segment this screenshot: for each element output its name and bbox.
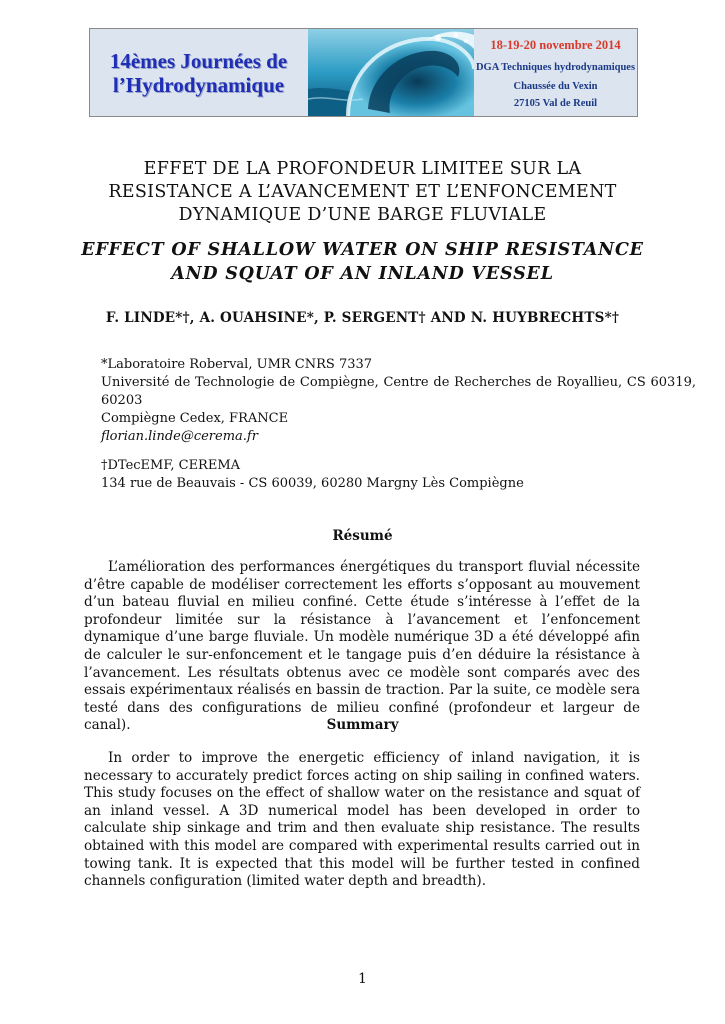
paper-title-english: EFFECT OF SHALLOW WATER ON SHIP RESISTANCE AND SQUAT OF AN INLAND VESSEL [81, 240, 644, 284]
conference-address-line2: 27105 Val de Reuil [513, 98, 598, 109]
affiliation-university-line2: Compiègne Cedex, FRANCE [101, 411, 289, 426]
affiliation-lab: *Laboratoire Roberval, UMR CNRS 7337 [101, 357, 373, 372]
affiliation-cerema-name: †DTecEMF, CEREMA [101, 458, 241, 473]
conference-organization: DGA Techniques hydrodynamiques [475, 62, 636, 73]
conference-title-block [90, 29, 307, 116]
affiliation-university-line1: Université de Technologie de Compiègne, Centre de Recherches de Royallieu, CS 60319, 60203 [101, 375, 696, 408]
affiliation-cerema [101, 457, 696, 493]
conference-date: 18-19-20 novembre 2014 [490, 38, 621, 52]
author-email: florian.linde@cerema.fr [101, 429, 258, 444]
conference-info [474, 29, 637, 116]
resume-paragraph: L’amélioration des performances énergétiques du transport fluvial nécessite d’être capable de modéliser correctement les efforts s’opposant au mouvement d’un bateau fluvial en milieu confiné. Cette étude s’intéresse à l’effet de la profondeur limitée sur la résistance à l’avancement et l’enfoncement dynamique d’une barge fluviale. Un modèle numérique 3D a été développé afin de calculer le sur-enfoncement et le tangage puis d’en déduire la résistance à l’avancement. Les résultats obtenus avec ce modèle sont comparés avec des essais expérimentaux réalisés en bassin de traction. Par la suite, ce modèle sera testé dans des configurations de milieu confiné (profondeur et largeur de canal). [84, 559, 640, 734]
summary-paragraph: In order to improve the energetic efficiency of inland navigation, it is necessary to accurately predict forces acting on ship sailing in confined waters. This study focuses on the effect of shallow water on the resistance and squat of an inland vessel. A 3D numerical model has been developed in order to calculate ship sinkage and trim and then evaluate ship resistance. The results obtained with this model are compared with experimental results carried out in towing tank. It is expected that this model will be further tested in confined channels configuration (limited water depth and breadth). [84, 750, 640, 890]
paper-authors: F. LINDE*†, A. OUAHSINE*, P. SERGENT† AND N. HUYBRECHTS*† [105, 310, 620, 326]
affiliation-cerema-address: 134 rue de Beauvais - CS 60039, 60280 Margny Lès Compiègne [101, 476, 524, 491]
summary-heading: Summary [326, 717, 399, 733]
page-number: 1 [358, 971, 367, 987]
conference-address-line1: Chaussée du Vexin [513, 81, 598, 92]
conference-banner [89, 28, 638, 117]
conference-title-line2: l’Hydrodynamique [112, 72, 285, 97]
paper-title-french: EFFET DE LA PROFONDEUR LIMITEE SUR LA RESISTANCE A L’AVANCEMENT ET L’ENFONCEMENT DYNAMIQUE D’UNE BARGE FLUVIALE [108, 159, 617, 225]
resume-heading: Résumé [332, 528, 393, 544]
wave-image [308, 29, 474, 116]
conference-title-line1: 14èmes Journées de [109, 48, 288, 73]
affiliation-roberval [101, 356, 696, 446]
